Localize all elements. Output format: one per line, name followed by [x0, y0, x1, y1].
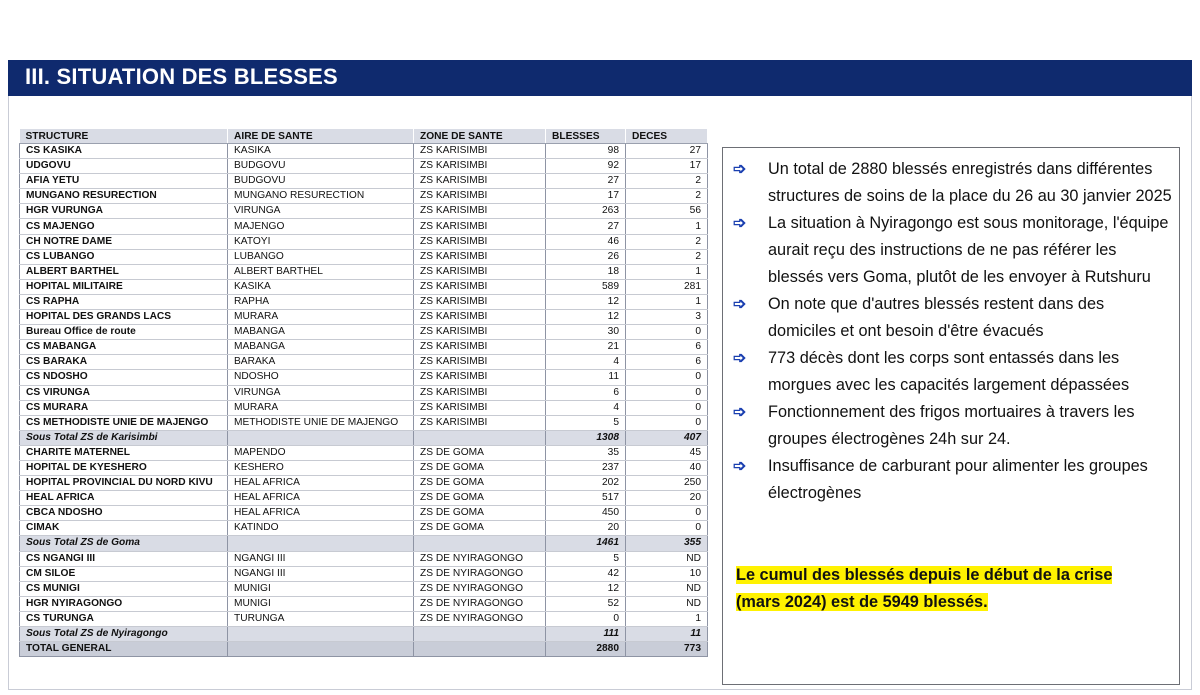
zone-cell: ZS KARISIMBI [414, 325, 546, 340]
section-banner [8, 60, 1192, 96]
aire-cell: MURARA [228, 310, 414, 325]
structure-cell: CS RAPHA [20, 294, 228, 309]
table-row [20, 340, 708, 355]
aire-cell: KESHERO [228, 460, 414, 475]
deces-cell: 250 [626, 476, 708, 491]
table-header [20, 129, 708, 144]
zone-cell: ZS DE GOMA [414, 445, 546, 460]
deces-cell: 0 [626, 415, 708, 430]
column-header: STRUCTURE [20, 129, 228, 144]
blesses-cell: 12 [546, 581, 626, 596]
blesses-cell: 46 [546, 234, 626, 249]
structure-cell: HGR VURUNGA [20, 204, 228, 219]
zone-cell: ZS DE NYIRAGONGO [414, 611, 546, 626]
structure-cell: Bureau Office de route [20, 325, 228, 340]
aire-cell: NGANGI III [228, 566, 414, 581]
structure-cell: HOPITAL MILITAIRE [20, 279, 228, 294]
table-row [20, 370, 708, 385]
summary-bullet [732, 345, 1172, 399]
table-row [20, 506, 708, 521]
zone-cell: ZS KARISIMBI [414, 234, 546, 249]
structure-cell: UDGOVU [20, 159, 228, 174]
arrow-bullet-icon: ➩ [733, 296, 747, 313]
table-row [20, 476, 708, 491]
table-row [20, 189, 708, 204]
zone-cell: ZS KARISIMBI [414, 370, 546, 385]
aire-cell: TURUNGA [228, 611, 414, 626]
zone-cell: ZS KARISIMBI [414, 159, 546, 174]
aire-cell [228, 642, 414, 657]
table-row [20, 355, 708, 370]
zone-cell: ZS DE GOMA [414, 506, 546, 521]
deces-cell: 1 [626, 264, 708, 279]
structure-cell: Sous Total ZS de Karisimbi [20, 430, 228, 445]
structure-cell: TOTAL GENERAL [20, 642, 228, 657]
table-row [20, 521, 708, 536]
table-row [20, 174, 708, 189]
blesses-cell: 2880 [546, 642, 626, 657]
zone-cell: ZS KARISIMBI [414, 249, 546, 264]
structure-cell: CH NOTRE DAME [20, 234, 228, 249]
zone-cell: ZS KARISIMBI [414, 340, 546, 355]
column-header: BLESSES [546, 129, 626, 144]
aire-cell: HEAL AFRICA [228, 476, 414, 491]
deces-cell: 407 [626, 430, 708, 445]
zone-cell: ZS KARISIMBI [414, 355, 546, 370]
aire-cell: NGANGI III [228, 551, 414, 566]
summary-bullet [732, 453, 1172, 507]
table-row [20, 264, 708, 279]
zone-cell [414, 536, 546, 551]
deces-cell: 2 [626, 234, 708, 249]
aire-cell: MABANGA [228, 325, 414, 340]
aire-cell: VIRUNGA [228, 204, 414, 219]
table-row [20, 566, 708, 581]
deces-cell: 27 [626, 144, 708, 159]
blesses-cell: 450 [546, 506, 626, 521]
zone-cell: ZS KARISIMBI [414, 310, 546, 325]
structure-cell: CS LUBANGO [20, 249, 228, 264]
structure-cell: CS METHODISTE UNIE DE MAJENGO [20, 415, 228, 430]
table-row [20, 294, 708, 309]
blesses-cell: 12 [546, 294, 626, 309]
deces-cell: 0 [626, 385, 708, 400]
deces-cell: 6 [626, 340, 708, 355]
aire-cell: VIRUNGA [228, 385, 414, 400]
aire-cell: MAPENDO [228, 445, 414, 460]
aire-cell: KASIKA [228, 144, 414, 159]
summary-bullet [732, 156, 1172, 210]
blesses-cell: 589 [546, 279, 626, 294]
deces-cell: ND [626, 551, 708, 566]
subtotal-row [20, 536, 708, 551]
aire-cell [228, 536, 414, 551]
aire-cell: KATINDO [228, 521, 414, 536]
deces-cell: ND [626, 581, 708, 596]
blesses-cell: 27 [546, 219, 626, 234]
deces-cell: 2 [626, 189, 708, 204]
blesses-cell: 5 [546, 415, 626, 430]
deces-cell: 56 [626, 204, 708, 219]
structure-cell: CS NDOSHO [20, 370, 228, 385]
zone-cell: ZS DE GOMA [414, 521, 546, 536]
structure-cell: CIMAK [20, 521, 228, 536]
deces-cell: 10 [626, 566, 708, 581]
structure-cell: HOPITAL DE KYESHERO [20, 460, 228, 475]
deces-cell: 17 [626, 159, 708, 174]
table-row [20, 385, 708, 400]
table-row [20, 325, 708, 340]
zone-cell: ZS KARISIMBI [414, 219, 546, 234]
zone-cell: ZS DE NYIRAGONGO [414, 581, 546, 596]
injured-table [19, 129, 708, 657]
zone-cell: ZS KARISIMBI [414, 415, 546, 430]
table-row [20, 279, 708, 294]
table-row [20, 204, 708, 219]
deces-cell: 1 [626, 219, 708, 234]
zone-cell: ZS DE GOMA [414, 491, 546, 506]
blesses-cell: 11 [546, 370, 626, 385]
blesses-cell: 517 [546, 491, 626, 506]
deces-cell: 1 [626, 611, 708, 626]
summary-bullets [732, 156, 1172, 507]
structure-cell: HEAL AFRICA [20, 491, 228, 506]
deces-cell: 11 [626, 627, 708, 642]
section-title: III. SITUATION DES BLESSES [25, 64, 338, 89]
table-row [20, 415, 708, 430]
aire-cell [228, 627, 414, 642]
structure-cell: CS MURARA [20, 400, 228, 415]
table-row [20, 234, 708, 249]
structure-cell: CS VIRUNGA [20, 385, 228, 400]
summary-bullet [732, 291, 1172, 345]
zone-cell: ZS DE GOMA [414, 476, 546, 491]
blesses-cell: 42 [546, 566, 626, 581]
aire-cell: BARAKA [228, 355, 414, 370]
deces-cell: 355 [626, 536, 708, 551]
zone-cell: ZS DE NYIRAGONGO [414, 551, 546, 566]
blesses-cell: 5 [546, 551, 626, 566]
blesses-cell: 17 [546, 189, 626, 204]
bullet-text: On note que d'autres blessés restent dans des domiciles et ont besoin d'être évacués [768, 295, 1105, 340]
aire-cell: MAJENGO [228, 219, 414, 234]
blesses-cell: 1461 [546, 536, 626, 551]
structure-cell: CM SILOE [20, 566, 228, 581]
deces-cell: 20 [626, 491, 708, 506]
aire-cell [228, 430, 414, 445]
bullet-text: Un total de 2880 blessés enregistrés dans différentes structures de soins de la place du 26 au 30 janvier 2025 [768, 160, 1172, 205]
aire-cell: NDOSHO [228, 370, 414, 385]
aire-cell: HEAL AFRICA [228, 491, 414, 506]
arrow-bullet-icon: ➩ [733, 350, 747, 367]
table-row [20, 445, 708, 460]
zone-cell [414, 627, 546, 642]
structure-cell: HOPITAL DES GRANDS LACS [20, 310, 228, 325]
arrow-bullet-icon: ➩ [733, 215, 747, 232]
table-row [20, 144, 708, 159]
deces-cell: 3 [626, 310, 708, 325]
structure-cell: CS MAJENGO [20, 219, 228, 234]
aire-cell: KATOYI [228, 234, 414, 249]
total-row [20, 642, 708, 657]
structure-cell: CS MUNIGI [20, 581, 228, 596]
structure-cell: CHARITE MATERNEL [20, 445, 228, 460]
blesses-cell: 27 [546, 174, 626, 189]
zone-cell: ZS KARISIMBI [414, 264, 546, 279]
aire-cell: BUDGOVU [228, 159, 414, 174]
aire-cell: MUNGANO RESURECTION [228, 189, 414, 204]
structure-cell: CS KASIKA [20, 144, 228, 159]
zone-cell [414, 430, 546, 445]
table-row [20, 310, 708, 325]
blesses-cell: 6 [546, 385, 626, 400]
arrow-bullet-icon: ➩ [733, 404, 747, 421]
structure-cell: ALBERT BARTHEL [20, 264, 228, 279]
column-header: DECES [626, 129, 708, 144]
aire-cell: METHODISTE UNIE DE MAJENGO [228, 415, 414, 430]
deces-cell: 2 [626, 174, 708, 189]
structure-cell: CS TURUNGA [20, 611, 228, 626]
structure-cell: MUNGANO RESURECTION [20, 189, 228, 204]
deces-cell: 0 [626, 506, 708, 521]
structure-cell: Sous Total ZS de Goma [20, 536, 228, 551]
zone-cell: ZS KARISIMBI [414, 174, 546, 189]
zone-cell: ZS KARISIMBI [414, 400, 546, 415]
blesses-cell: 1308 [546, 430, 626, 445]
deces-cell: ND [626, 596, 708, 611]
arrow-bullet-icon: ➩ [733, 458, 747, 475]
structure-cell: HGR NYIRAGONGO [20, 596, 228, 611]
zone-cell: ZS KARISIMBI [414, 144, 546, 159]
deces-cell: 40 [626, 460, 708, 475]
zone-cell: ZS KARISIMBI [414, 385, 546, 400]
structure-cell: CS MABANGA [20, 340, 228, 355]
highlight-text: Le cumul des blessés depuis le début de la crise (mars 2024) est de 5949 blessés. [736, 566, 1113, 611]
bullet-text: La situation à Nyiragongo est sous monitorage, l'équipe aurait reçu des instructions de ne pas référer les blessés vers Goma, plutôt de les envoyer à Rutshuru [768, 214, 1169, 286]
structure-cell: CBCA NDOSHO [20, 506, 228, 521]
zone-cell: ZS DE GOMA [414, 460, 546, 475]
blesses-cell: 12 [546, 310, 626, 325]
aire-cell: MUNIGI [228, 596, 414, 611]
cumulative-highlight [736, 562, 1136, 616]
summary-bullet [732, 399, 1172, 453]
deces-cell: 6 [626, 355, 708, 370]
bullet-text: Fonctionnement des frigos mortuaires à travers les groupes électrogènes 24h sur 24. [768, 403, 1135, 448]
summary-bullet [732, 210, 1172, 291]
column-header: AIRE DE SANTE [228, 129, 414, 144]
blesses-cell: 20 [546, 521, 626, 536]
blesses-cell: 263 [546, 204, 626, 219]
deces-cell: 1 [626, 294, 708, 309]
deces-cell: 281 [626, 279, 708, 294]
aire-cell: MURARA [228, 400, 414, 415]
aire-cell: RAPHA [228, 294, 414, 309]
zone-cell: ZS KARISIMBI [414, 294, 546, 309]
table-row [20, 400, 708, 415]
blesses-cell: 52 [546, 596, 626, 611]
structure-cell: HOPITAL PROVINCIAL DU NORD KIVU [20, 476, 228, 491]
deces-cell: 0 [626, 521, 708, 536]
table-row [20, 611, 708, 626]
deces-cell: 773 [626, 642, 708, 657]
blesses-cell: 30 [546, 325, 626, 340]
bullet-text: Insuffisance de carburant pour alimenter les groupes électrogènes [768, 457, 1148, 502]
blesses-cell: 4 [546, 355, 626, 370]
deces-cell: 45 [626, 445, 708, 460]
blesses-cell: 26 [546, 249, 626, 264]
blesses-cell: 21 [546, 340, 626, 355]
structure-cell: AFIA YETU [20, 174, 228, 189]
table-row [20, 551, 708, 566]
blesses-cell: 202 [546, 476, 626, 491]
aire-cell: HEAL AFRICA [228, 506, 414, 521]
zone-cell: ZS KARISIMBI [414, 204, 546, 219]
deces-cell: 0 [626, 400, 708, 415]
blesses-cell: 0 [546, 611, 626, 626]
aire-cell: MABANGA [228, 340, 414, 355]
zone-cell: ZS DE NYIRAGONGO [414, 566, 546, 581]
structure-cell: CS BARAKA [20, 355, 228, 370]
aire-cell: ALBERT BARTHEL [228, 264, 414, 279]
subtotal-row [20, 430, 708, 445]
deces-cell: 2 [626, 249, 708, 264]
table-row [20, 491, 708, 506]
table-row [20, 596, 708, 611]
aire-cell: MUNIGI [228, 581, 414, 596]
deces-cell: 0 [626, 370, 708, 385]
table-row [20, 249, 708, 264]
deces-cell: 0 [626, 325, 708, 340]
structure-cell: CS NGANGI III [20, 551, 228, 566]
aire-cell: LUBANGO [228, 249, 414, 264]
blesses-cell: 4 [546, 400, 626, 415]
subtotal-row [20, 627, 708, 642]
zone-cell: ZS KARISIMBI [414, 189, 546, 204]
table-row [20, 581, 708, 596]
column-header: ZONE DE SANTE [414, 129, 546, 144]
arrow-bullet-icon: ➩ [733, 161, 747, 178]
zone-cell: ZS KARISIMBI [414, 279, 546, 294]
table-row [20, 460, 708, 475]
blesses-cell: 18 [546, 264, 626, 279]
table-body [20, 144, 708, 657]
blesses-cell: 98 [546, 144, 626, 159]
blesses-cell: 237 [546, 460, 626, 475]
blesses-cell: 92 [546, 159, 626, 174]
table-row [20, 219, 708, 234]
aire-cell: KASIKA [228, 279, 414, 294]
aire-cell: BUDGOVU [228, 174, 414, 189]
blesses-cell: 35 [546, 445, 626, 460]
structure-cell: Sous Total ZS de Nyiragongo [20, 627, 228, 642]
bullet-text: 773 décès dont les corps sont entassés dans les morgues avec les capacités largement dépassées [768, 349, 1130, 394]
table-row [20, 159, 708, 174]
zone-cell: ZS DE NYIRAGONGO [414, 596, 546, 611]
blesses-cell: 111 [546, 627, 626, 642]
zone-cell [414, 642, 546, 657]
